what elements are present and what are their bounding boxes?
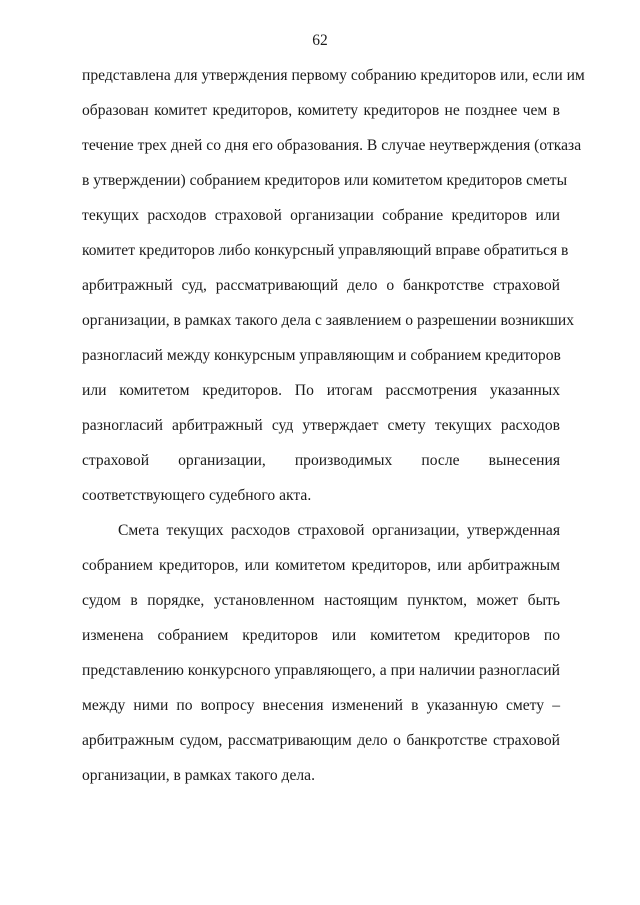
paragraph-1-line-12: страховой организации, производимых после вынесения	[82, 452, 560, 469]
paragraph-1-line-7: арбитражный суд, рассматривающий дело о банкротстве страховой	[82, 277, 560, 294]
paragraph-2-line-4: изменена собранием кредиторов или комитетом кредиторов по	[82, 627, 560, 644]
paragraph-1-line-9: разногласий между конкурсным управляющим и собранием кредиторов	[82, 347, 561, 364]
paragraph-1-line-3: течение трех дней со дня его образования. В случае неутверждения (отказа	[82, 137, 582, 154]
page-number: 62	[312, 32, 328, 49]
paragraph-1-line-6: комитет кредиторов либо конкурсный управляющий вправе обратиться в	[82, 242, 569, 259]
paragraph-1-line-11: разногласий арбитражный суд утверждает смету текущих расходов	[82, 417, 560, 434]
paragraph-1-line-4: в утверждении) собранием кредиторов или комитетом кредиторов сметы	[82, 172, 568, 189]
paragraph-2-line-3: судом в порядке, установленном настоящим пунктом, может быть	[82, 592, 560, 609]
paragraph-2-line-8: организации, в рамках такого дела.	[82, 767, 315, 784]
paragraph-2-line-7: арбитражным судом, рассматривающим дело о банкротстве страховой	[82, 732, 560, 749]
paragraph-1-line-13: соответствующего судебного акта.	[82, 487, 312, 504]
paragraph-2-line-6: между ними по вопросу внесения изменений в указанную смету –	[82, 697, 560, 714]
paragraph-1-line-10: или комитетом кредиторов. По итогам рассмотрения указанных	[82, 382, 560, 399]
paragraph-1-line-2: образован комитет кредиторов, комитету кредиторов не позднее чем в	[82, 102, 560, 119]
paragraph-1-line-8: организации, в рамках такого дела с заявлением о разрешении возникших	[82, 312, 575, 329]
paragraph-2-line-5: представлению конкурсного управляющего, а при наличии разногласий	[82, 662, 560, 679]
paragraph-1-line-1: представлена для утверждения первому собранию кредиторов или, если им	[82, 67, 585, 84]
paragraph-1-line-5: текущих расходов страховой организации собрание кредиторов или	[82, 207, 560, 224]
paragraph-2-line-1: Смета текущих расходов страховой организации, утвержденная	[118, 522, 560, 539]
paragraph-2-line-2: собранием кредиторов, или комитетом кредиторов, или арбитражным	[82, 557, 560, 574]
